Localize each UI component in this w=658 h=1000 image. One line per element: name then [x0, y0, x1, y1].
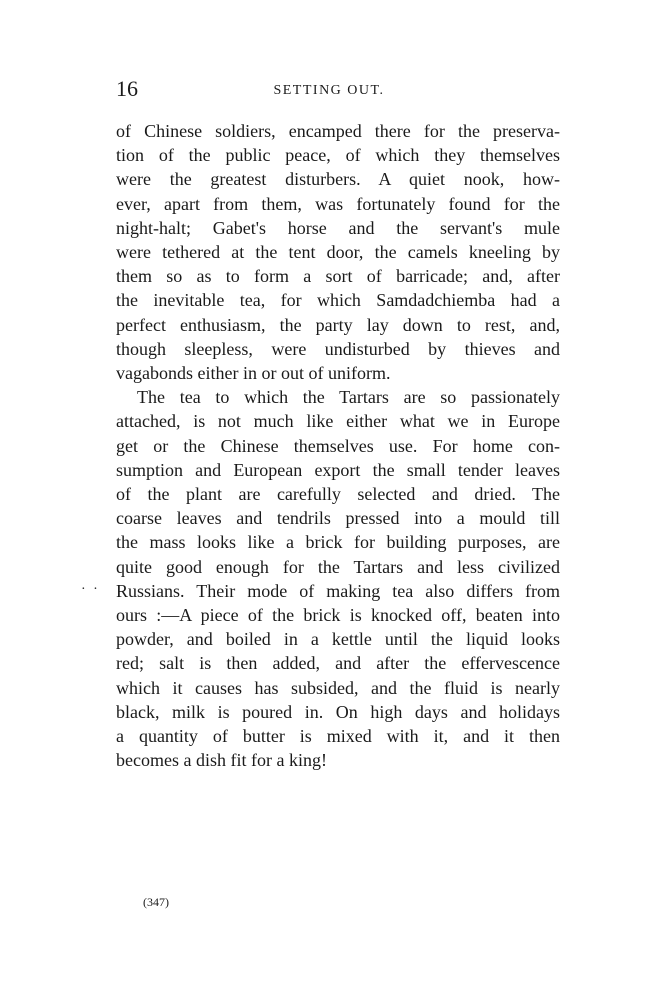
text-line: which it causes has subsided, and the fluid is nearly [116, 677, 560, 698]
text-line: The tea to which the Tartars are so passionately [137, 387, 560, 408]
running-head: SETTING OUT. [273, 83, 385, 98]
text-line: becomes a dish fit for a king! [116, 750, 327, 771]
text-line: black, milk is poured in. On high days and holidays [116, 701, 560, 722]
text-line: of the plant are carefully selected and dried. The [116, 484, 560, 505]
text-line: attached, is not much like either what we in Europe [116, 411, 560, 432]
margin-mark: · · [81, 582, 100, 597]
text-line: get or the Chinese themselves use. For home con- [116, 435, 560, 456]
paragraph [116, 385, 560, 772]
text-line: a quantity of butter is mixed with it, and it then [116, 726, 560, 747]
text-line: tion of the public peace, of which they themselves [116, 145, 560, 166]
text-line: the inevitable tea, for which Samdadchiemba had a [116, 290, 560, 311]
printer-signature: (347) [143, 895, 169, 909]
text-line: were the greatest disturbers. A quiet nook, how- [116, 169, 560, 190]
text-line: them so as to form a sort of barricade; and, after [116, 266, 560, 287]
text-line: vagabonds either in or out of uniform. [116, 363, 391, 384]
text-line: powder, and boiled in a kettle until the liquid looks [116, 629, 560, 650]
text-line: ours :—A piece of the brick is knocked off, beaten into [116, 605, 560, 626]
text-line: were tethered at the tent door, the camels kneeling by [116, 242, 560, 263]
text-line: night-halt; Gabet's horse and the servant's mule [116, 217, 560, 238]
text-line: ever, apart from them, was fortunately found for the [116, 193, 560, 214]
paragraph [116, 119, 560, 385]
text-line: the mass looks like a brick for building purposes, are [116, 532, 560, 553]
text-line: red; salt is then added, and after the effervescence [116, 653, 560, 674]
page-number: 16 [116, 76, 138, 101]
text-line: coarse leaves and tendrils pressed into a mould till [116, 508, 560, 529]
text-line: Russians. Their mode of making tea also differs from [116, 580, 560, 601]
text-line: though sleepless, were undisturbed by thieves and [116, 338, 560, 359]
text-line: quite good enough for the Tartars and less civilized [116, 556, 560, 577]
body-text [116, 119, 560, 772]
text-line: sumption and European export the small tender leaves [116, 459, 560, 480]
text-line: of Chinese soldiers, encamped there for the preserva- [116, 121, 560, 141]
text-line: perfect enthusiasm, the party lay down to rest, and, [116, 314, 560, 335]
